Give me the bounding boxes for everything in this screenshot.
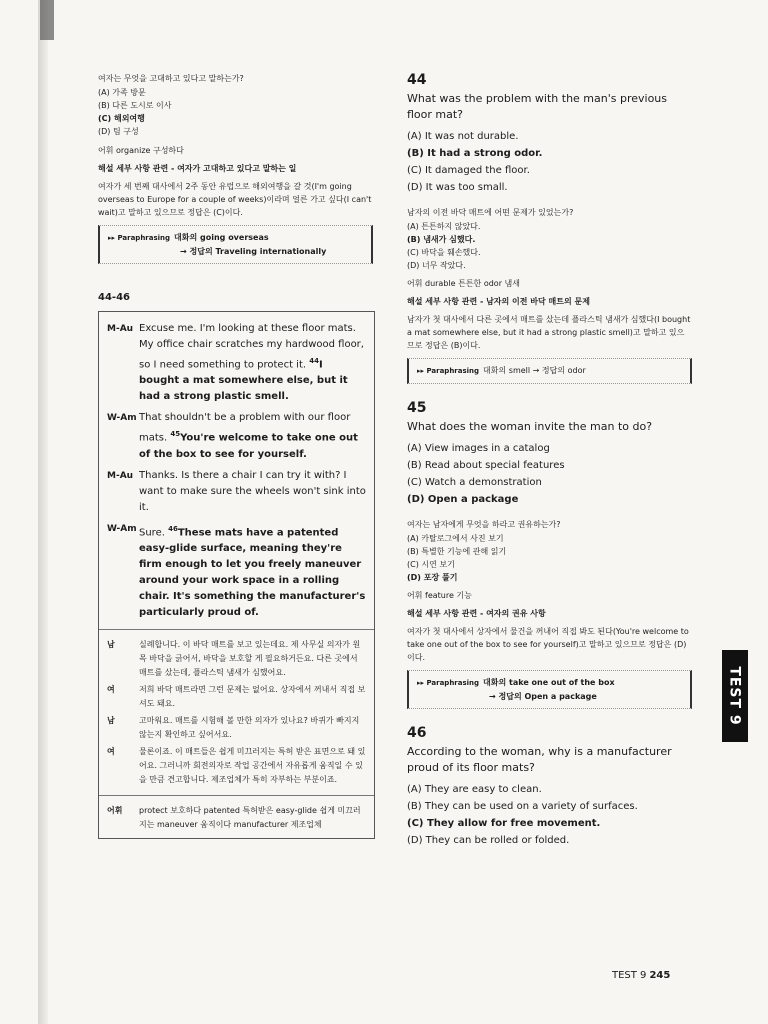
- script-line: [107, 468, 366, 516]
- q44-paraphrasing: 대화의 smell → 정답의 odor: [483, 366, 586, 375]
- q45-paraphrasing-line2: → 정답의 Open a package: [489, 692, 597, 701]
- translation-speaker: 여: [107, 746, 115, 756]
- q44-paraphrasing-box: [407, 358, 692, 384]
- q45-explanation-title: 해설 세부 사항 관련 - 여자의 권유 사항: [407, 609, 546, 618]
- question-45: [407, 400, 692, 709]
- script-text: [139, 468, 366, 516]
- answer-option: (A) They are easy to clean.: [407, 784, 542, 795]
- prev-explanation: 여자가 세 번째 대사에서 2주 동안 유럽으로 해외여행을 갈 것(I'm going overseas to Europe for a couple of weeks)이라며 얼른 가고 싶다(I can't wait)고 말하고 있으므로 정답은 (C)이다.: [98, 182, 372, 217]
- q46-number: 46: [407, 725, 427, 741]
- ko-answer-option: (C) 시연 보기: [407, 560, 455, 569]
- prev-option-b: (B) 다른 도시로 이사: [98, 101, 172, 110]
- ko-answer-option: (B) 특별한 기능에 관해 읽기: [407, 547, 507, 556]
- paraphrasing-line2: → 정답의 Traveling internationally: [180, 247, 327, 256]
- question-ref: 45: [170, 430, 181, 439]
- script-text: [139, 521, 366, 621]
- translation-line: [107, 683, 366, 711]
- q44-ko-options: [407, 220, 692, 272]
- question-ref: 44: [309, 357, 319, 365]
- page-binding-edge: [38, 0, 48, 1024]
- answer-option: (C) They allow for free movement.: [407, 818, 601, 829]
- prev-explanation-title: 해설 세부 사항 관련 - 여자가 고대하고 있다고 말하는 일: [98, 164, 297, 173]
- page-number: 245: [649, 970, 671, 981]
- side-tab-label: TEST 9: [727, 666, 743, 726]
- ko-answer-option: (D) 포장 풀기: [407, 573, 458, 582]
- answer-option: (B) They can be used on a variety of surfaces.: [407, 801, 638, 812]
- q45-text: What does the woman invite the man to do?: [407, 420, 653, 433]
- translation-line: [107, 714, 366, 742]
- q44-number: 44: [407, 72, 427, 88]
- answer-option: (B) It had a strong odor.: [407, 148, 543, 159]
- script-text-plain: Excuse me. I'm looking at these floor mats. My office chair scratches my hardwood floor, so I need something to protect it.: [139, 323, 364, 371]
- prev-option-c: (C) 해외여행: [98, 114, 145, 123]
- scan-shadow: [40, 0, 54, 40]
- script-text: [139, 410, 366, 462]
- q45-ko-question: 여자는 남자에게 무엇을 하라고 권유하는가?: [407, 520, 561, 529]
- test-side-tab: [722, 650, 748, 742]
- q45-number: 45: [407, 400, 427, 416]
- vocab-separator: [99, 795, 374, 796]
- prev-option-d: (D) 팀 구성: [98, 127, 139, 136]
- script-text-key: I bought a mat somewhere else, but it had a strong plastic smell.: [139, 359, 348, 403]
- question-46: [407, 725, 692, 849]
- script-text-plain: Thanks. Is there a chair I can try it with? I want to make sure the wheels won't sink into it.: [139, 469, 366, 513]
- translation-line: [107, 745, 366, 787]
- script-text-key: These mats have a patented easy-glide surface, meaning they're firm enough to let you freely maneuver around your work space in a rolling chair. It's something the manufacturer's particularly proud of.: [139, 526, 366, 618]
- q45-paraphrasing-line1: 대화의 take one out of the box: [483, 678, 615, 687]
- q45-explanation: 여자가 첫 대사에서 상자에서 물건을 꺼내어 직접 봐도 된다(You're welcome to take one out of the box to see for yourself)고 말하고 있으므로 정답은 (D)이다.: [407, 627, 689, 662]
- answer-option: (A) View images in a catalog: [407, 443, 550, 454]
- q44-explanation-title: 해설 세부 사항 관련 - 남자의 이전 바닥 매트의 문제: [407, 297, 590, 306]
- prev-paraphrasing-box: [98, 225, 373, 264]
- prev-option-a: (A) 가족 방문: [98, 88, 146, 97]
- translation-speaker: 남: [107, 639, 115, 649]
- ko-answer-option: (B) 냄새가 심했다.: [407, 235, 476, 244]
- speaker-label: M-Au: [107, 470, 134, 481]
- script-text-plain: Sure.: [139, 526, 169, 538]
- answer-option: (D) Open a package: [407, 494, 519, 505]
- question-44: [407, 72, 692, 384]
- q44-paraphrasing-label: ▸▸ Paraphrasing: [417, 367, 480, 375]
- set-heading: 44-46: [98, 292, 130, 303]
- q45-ko-options: [407, 532, 692, 584]
- ko-answer-option: (A) 튼튼하지 않았다.: [407, 222, 481, 231]
- ko-answer-option: (C) 바닥을 훼손했다.: [407, 248, 481, 257]
- q46-text: According to the woman, why is a manufacturer proud of its floor mats?: [407, 745, 672, 774]
- translation-speaker: 여: [107, 684, 115, 694]
- prev-vocab: 어휘 organize 구성하다: [98, 146, 184, 155]
- q45-options: [407, 440, 692, 508]
- answer-option: (B) Read about special features: [407, 460, 565, 471]
- translation-speaker: 남: [107, 715, 115, 725]
- q44-text: What was the problem with the man's previous floor mat?: [407, 92, 668, 121]
- translation-text: 고마워요. 매트를 시험해 볼 만한 의자가 있나요? 바퀴가 빠지지 않는지 확인하고 싶어서요.: [139, 715, 360, 739]
- answer-option: (D) It was too small.: [407, 182, 508, 193]
- prev-question-block: [98, 72, 373, 138]
- left-column: [98, 72, 373, 839]
- answer-option: (C) It damaged the floor.: [407, 165, 530, 176]
- speaker-label: W-Am: [107, 413, 137, 424]
- script-text: [139, 321, 366, 405]
- answer-option: (A) It was not durable.: [407, 131, 519, 142]
- script-text-plain: That shouldn't be a problem with our floor mats.: [139, 412, 351, 444]
- q45-vocab: 어휘 feature 기능: [407, 591, 472, 600]
- q44-ko-question: 남자의 이전 바닥 매트에 어떤 문제가 있었는가?: [407, 208, 574, 217]
- translation-text: 실례합니다. 이 바닥 매트를 보고 있는데요. 제 사무실 의자가 원목 바닥을 긁어서, 바닥을 보호할 게 필요하거든요. 다른 곳에서 매트를 샀는데, 플라스틱 냄새가 심했어요.: [139, 639, 361, 677]
- q44-options: [407, 128, 692, 196]
- script-text-key: You're welcome to take one out of the box to see for yourself.: [139, 432, 358, 460]
- answer-option: (C) Watch a demonstration: [407, 477, 542, 488]
- paraphrasing-label: ▸▸ Paraphrasing: [108, 234, 171, 242]
- q45-paraphrasing-box: [407, 670, 692, 709]
- q44-vocab: 어휘 durable 튼튼한 odor 냄새: [407, 279, 520, 288]
- script-separator: [99, 629, 374, 630]
- script-line: [107, 410, 366, 462]
- prev-ko-question: 여자는 무엇을 고대하고 있다고 말하는가?: [98, 74, 244, 83]
- script-box: [98, 311, 375, 839]
- ko-answer-option: (A) 카탈로그에서 사진 보기: [407, 534, 504, 543]
- paraphrasing-line1: 대화의 going overseas: [174, 233, 269, 242]
- q46-options: [407, 781, 692, 849]
- ko-answer-option: (D) 너무 작았다.: [407, 261, 466, 270]
- set-vocab: [107, 804, 366, 832]
- translation-text: 물론이죠. 이 매트들은 쉽게 미끄러지는 특허 받은 표면으로 돼 있어요. 그러니까 회전의자로 작업 공간에서 자유롭게 움직일 수 있을 만큼 견고합니다. 제조업체가 특히 자부하는 부분이죠.: [139, 746, 366, 784]
- set-vocab-label: 어휘: [107, 805, 123, 815]
- answer-option: (D) They can be rolled or folded.: [407, 835, 570, 846]
- script-line: [107, 321, 366, 405]
- question-ref: 46: [168, 524, 178, 533]
- right-column: [407, 72, 692, 865]
- q45-paraphrasing-label: ▸▸ Paraphrasing: [417, 679, 480, 687]
- set-vocab-text: protect 보호하다 patented 특허받은 easy-glide 쉽게 미끄러지는 maneuver 움직이다 manufacturer 제조업체: [139, 805, 361, 829]
- page-footer: [612, 970, 670, 981]
- translation-text: 저희 바닥 매트라면 그런 문제는 없어요. 상자에서 꺼내서 직접 보셔도 돼요.: [139, 684, 366, 708]
- script-line: [107, 521, 366, 621]
- translation-line: [107, 638, 366, 680]
- footer-label: TEST 9: [612, 970, 647, 981]
- q44-explanation: 남자가 첫 대사에서 다른 곳에서 매트를 샀는데 플라스틱 냄새가 심했다(I bought a mat somewhere else, but it had a strong plastic smell)고 말하고 있으므로 정답은 (B)이다.: [407, 315, 691, 350]
- speaker-label: M-Au: [107, 324, 134, 334]
- speaker-label: W-Am: [107, 523, 137, 534]
